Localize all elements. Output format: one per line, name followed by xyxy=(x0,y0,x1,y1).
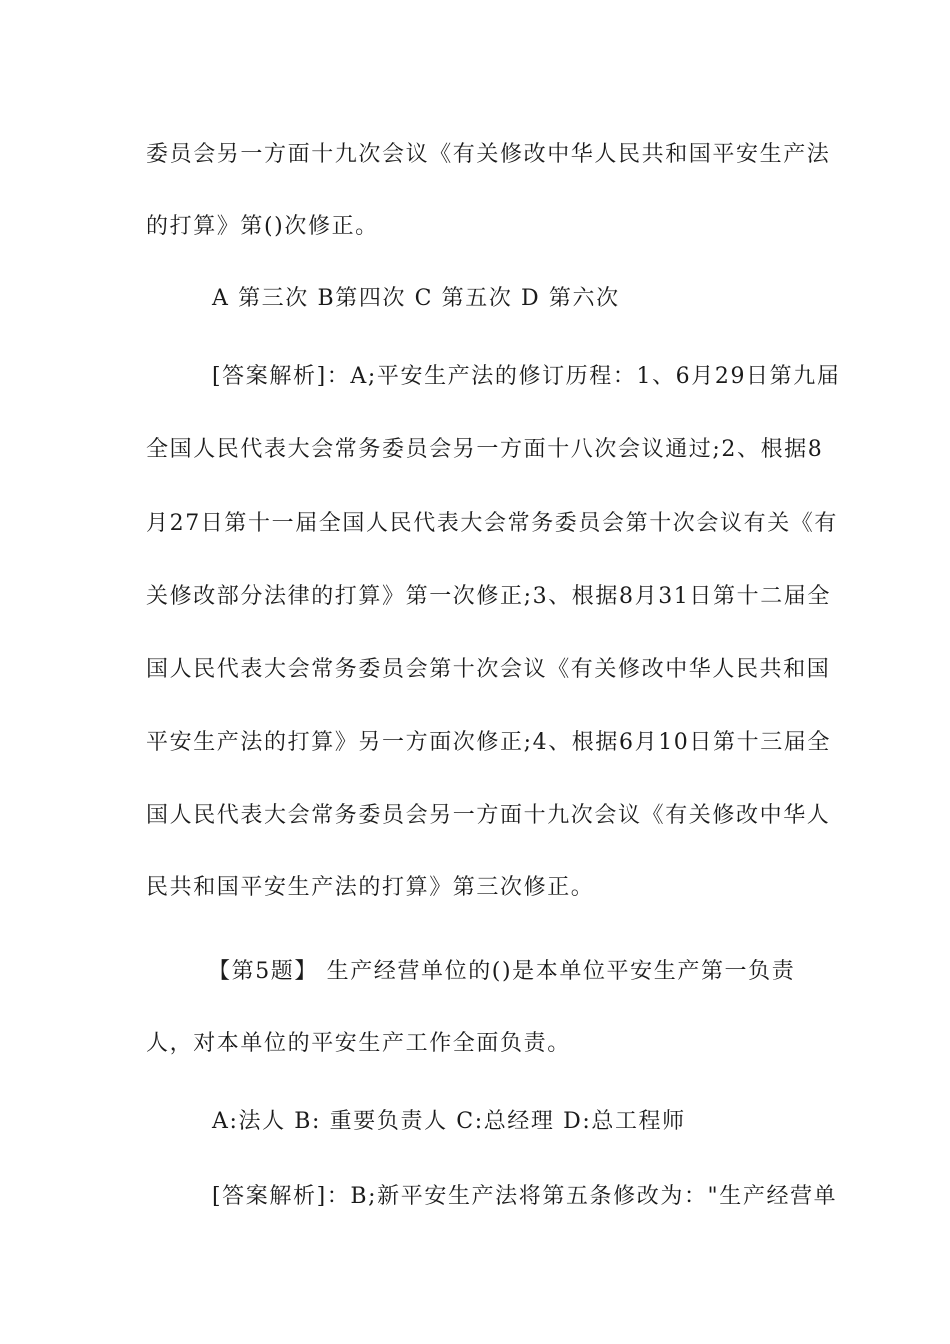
question-4-answer-line-5: 国人民代表大会常务委员会第十次会议《有关修改中华人民共和国 xyxy=(146,657,831,682)
question-4-answer-line-8: 民共和国平安生产法的打算》第三次修正。 xyxy=(146,875,595,900)
question-4-text-line-2: 的打算》第()次修正。 xyxy=(146,214,379,239)
question-4-options: A 第三次 B第四次 C 第五次 D 第六次 xyxy=(212,286,620,311)
question-5-text-line-1: 【第5题】 生产经营单位的()是本单位平安生产第一负责 xyxy=(208,959,796,984)
question-4-answer-line-7: 国人民代表大会常务委员会另一方面十九次会议《有关修改中华人 xyxy=(146,803,831,828)
question-4-answer-line-6: 平安生产法的打算》另一方面次修正;4、根据6月10日第十三届全 xyxy=(146,730,832,755)
question-5-text-line-2: 人，对本单位的平安生产工作全面负责。 xyxy=(146,1031,571,1056)
question-4-answer-line-2: 全国人民代表大会常务委员会另一方面十八次会议通过;2、根据8 xyxy=(146,437,824,462)
question-5-options: A:法人 B: 重要负责人 C:总经理 D:总工程师 xyxy=(212,1109,686,1134)
question-4-answer-line-4: 关修改部分法律的打算》第一次修正;3、根据8月31日第十二届全 xyxy=(146,584,832,609)
question-4-text-line-1: 委员会另一方面十九次会议《有关修改中华人民共和国平安生产法 xyxy=(146,142,831,167)
question-4-answer-line-1: [答案解析]：A;平安生产法的修订历程：1、6月29日第九届 xyxy=(212,364,841,389)
question-4-answer-line-3: 月27日第十一届全国人民代表大会常务委员会第十次会议有关《有 xyxy=(146,511,838,536)
question-5-answer-line-1: [答案解析]：B;新平安生产法将第五条修改为："生产经营单 xyxy=(212,1184,838,1209)
